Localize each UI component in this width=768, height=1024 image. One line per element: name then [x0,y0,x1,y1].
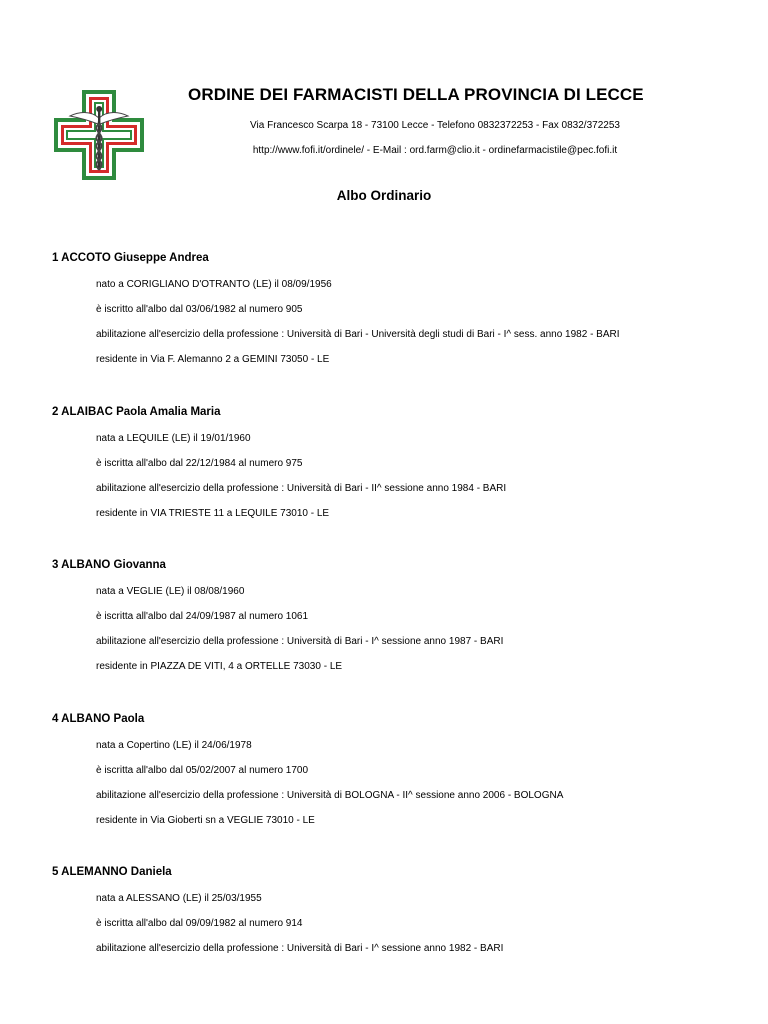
list-item [0,250,768,404]
entry-qualification: abilitazione all'esercizio della professione : Università di Bari - Università degli studi di Bari - I^ sess. anno 1982 - BARI [96,329,620,340]
entry-residence: residente in VIA TRIESTE 11 a LEQUILE 73010 - LE [96,507,330,519]
entry-heading: 2 ALAIBAC Paola Amalia Maria [52,405,221,418]
entry-heading: 1 ACCOTO Giuseppe Andrea [52,252,209,264]
section-title: Albo Ordinario [336,188,432,203]
list-item [0,404,768,558]
entry-residence: residente in PIAZZA DE VITI, 4 a ORTELLE 73030 - LE [96,661,343,672]
entry-heading: 3 ALBANO Giovanna [52,559,166,571]
entry-birth: nata a Copertino (LE) il 24/06/1978 [96,739,252,751]
address-line: Via Francesco Scarpa 18 - 73100 Lecce - Telefono 0832372253 - Fax 0832/372253 [250,120,620,131]
entry-registration: è iscritta all'albo dal 09/09/1982 al numero 914 [96,918,303,929]
entry-heading: 4 ALBANO Paola [52,712,145,725]
entry-birth: nata a LEQUILE (LE) il 19/01/1960 [96,432,251,444]
entry-qualification: abilitazione all'esercizio della professione : Università di Bari - II^ sessione anno 1984 - BARI [96,482,507,494]
entry-registration: è iscritto all'albo dal 03/06/1982 al numero 905 [96,304,303,315]
entry-residence: residente in Via Gioberti sn a VEGLIE 73010 - LE [96,814,315,826]
entry-registration: è iscritta all'albo dal 24/09/1987 al numero 1061 [96,611,309,622]
list-item [0,864,768,1018]
entry-registration: è iscritta all'albo dal 22/12/1984 al numero 975 [96,457,303,469]
entry-birth: nata a ALESSANO (LE) il 25/03/1955 [96,893,262,904]
entry-qualification: abilitazione all'esercizio della professione : Università di Bari - I^ sessione anno 1982 - BARI [96,943,504,954]
register-list [0,250,768,1018]
list-item [0,711,768,865]
list-item [0,557,768,711]
entry-birth: nato a CORIGLIANO D'OTRANTO (LE) il 08/09/1956 [96,279,332,290]
entry-registration: è iscritta all'albo dal 05/02/2007 al numero 1700 [96,764,309,776]
caduceus-cross-icon [52,88,146,182]
entry-qualification: abilitazione all'esercizio della professione : Università di BOLOGNA - II^ sessione anno 2006 - BOLOGNA [96,789,564,801]
contact-line: http://www.fofi.it/ordinele/ - E-Mail : ord.farm@clio.it - ordinefarmacistile@pec.fofi.it [252,145,618,156]
entry-residence: residente in Via F. Alemanno 2 a GEMINI 73050 - LE [96,354,330,365]
entry-qualification: abilitazione all'esercizio della professione : Università di Bari - I^ sessione anno 1987 - BARI [96,636,504,647]
entry-birth: nata a VEGLIE (LE) il 08/08/1960 [96,586,245,597]
entry-heading: 5 ALEMANNO Daniela [52,866,172,878]
page-title: ORDINE DEI FARMACISTI DELLA PROVINCIA DI LECCE [188,85,644,104]
